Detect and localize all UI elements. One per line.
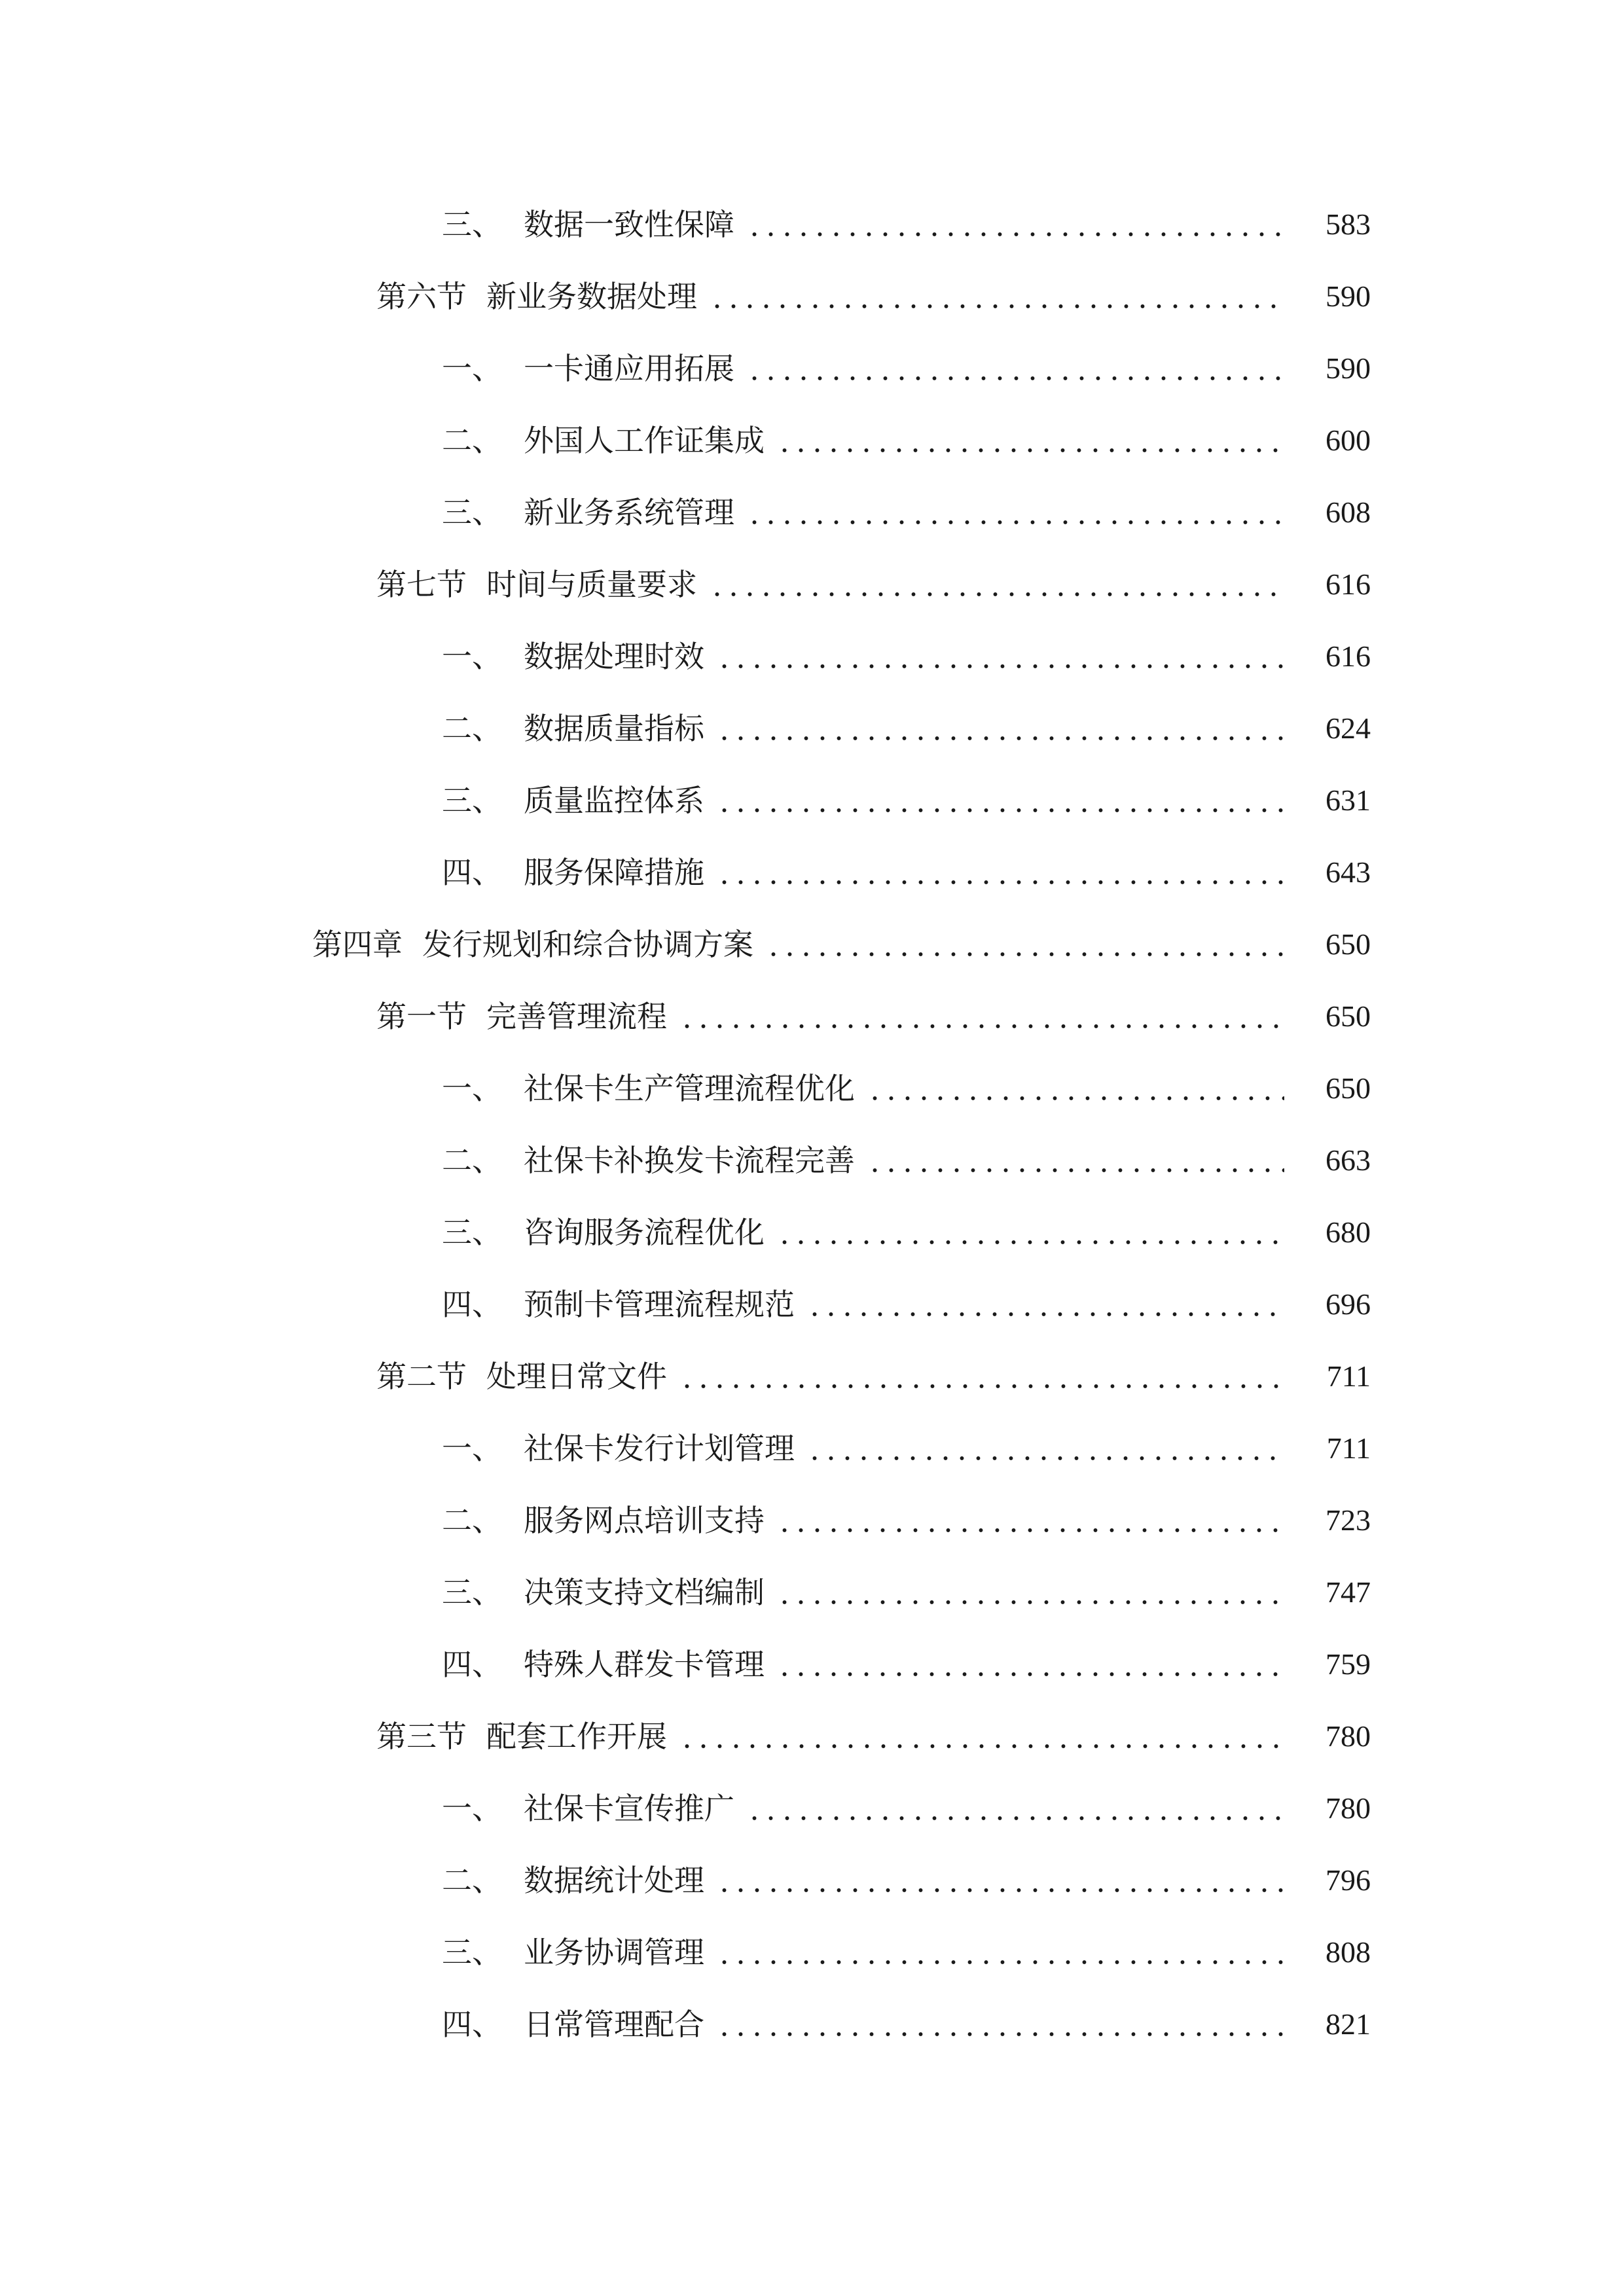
toc-section-page: 711 <box>1326 1359 1371 1393</box>
toc-chapter-page: 650 <box>1326 927 1371 961</box>
toc-entry-number: 三、 <box>442 783 502 818</box>
toc-entry-page: 663 <box>1326 1143 1371 1177</box>
toc-entry[interactable] <box>0 1124 1624 1196</box>
toc-entry-number: 四、 <box>442 855 502 890</box>
toc-entry-title: 咨询服务流程优化 <box>524 1215 765 1250</box>
toc-entry-title: 特殊人群发卡管理 <box>524 1647 765 1682</box>
toc-entry[interactable] <box>0 1052 1624 1124</box>
dot-leader <box>776 1649 1284 1679</box>
toc-entry[interactable] <box>0 1988 1624 2060</box>
toc-entry-title: 服务保障措施 <box>524 855 704 890</box>
toc-entry-number: 一、 <box>442 1431 502 1466</box>
toc-entry-number: 四、 <box>442 1647 502 1682</box>
dot-leader <box>806 1289 1284 1319</box>
toc-entry-page: 747 <box>1326 1575 1371 1609</box>
toc-entry-title: 服务网点培训支持 <box>524 1503 765 1538</box>
toc-section-title: 配套工作开展 <box>486 1719 667 1754</box>
toc-section-title: 时间与质量要求 <box>486 567 697 602</box>
toc-entry-title: 社保卡生产管理流程优化 <box>524 1071 855 1106</box>
toc-entry-title: 新业务系统管理 <box>524 495 734 530</box>
toc-entry-page: 616 <box>1326 639 1371 673</box>
toc-section-number: 第二节 <box>376 1359 467 1394</box>
toc-entry-number: 四、 <box>442 2007 502 2042</box>
toc-entry-page: 590 <box>1326 351 1371 385</box>
toc-entry-title: 社保卡宣传推广 <box>524 1791 734 1826</box>
toc-entry-page: 608 <box>1326 495 1371 529</box>
dot-leader <box>716 857 1284 888</box>
toc-entry[interactable] <box>0 1844 1624 1916</box>
dot-leader <box>867 1145 1284 1175</box>
dot-leader <box>776 425 1284 456</box>
toc-entry[interactable] <box>0 188 1624 260</box>
table-of-contents <box>0 188 1624 2060</box>
toc-entry[interactable] <box>0 1412 1624 1484</box>
dot-leader <box>776 1217 1284 1247</box>
toc-entry[interactable] <box>0 476 1624 548</box>
toc-entry-number: 四、 <box>442 1287 502 1322</box>
toc-entry[interactable] <box>0 1556 1624 1628</box>
toc-section-number: 第六节 <box>376 279 467 314</box>
toc-entry-number: 三、 <box>442 207 502 242</box>
toc-entry-page: 631 <box>1326 783 1371 817</box>
toc-entry[interactable] <box>0 1268 1624 1340</box>
dot-leader <box>709 281 1284 312</box>
toc-entry[interactable] <box>0 404 1624 476</box>
toc-entry-title: 数据一致性保障 <box>524 207 734 242</box>
toc-entry-page: 680 <box>1326 1215 1371 1249</box>
toc-entry-title: 社保卡补换发卡流程完善 <box>524 1143 855 1178</box>
dot-leader <box>746 209 1284 240</box>
toc-entry[interactable] <box>0 620 1624 692</box>
toc-section-number: 第一节 <box>376 999 467 1034</box>
toc-entry-title: 预制卡管理流程规范 <box>524 1287 795 1322</box>
toc-entry-number: 二、 <box>442 1143 502 1178</box>
toc-entry[interactable] <box>0 1484 1624 1556</box>
dot-leader <box>679 1721 1284 1751</box>
toc-entry-number: 二、 <box>442 1503 502 1538</box>
toc-entry-number: 一、 <box>442 1071 502 1106</box>
dot-leader <box>716 2009 1284 2039</box>
toc-entry-title: 业务协调管理 <box>524 1935 704 1970</box>
toc-entry[interactable] <box>0 764 1624 836</box>
dot-leader <box>746 353 1284 384</box>
toc-entry[interactable] <box>0 692 1624 764</box>
toc-entry-title: 日常管理配合 <box>524 2007 704 2042</box>
toc-entry-title: 社保卡发行计划管理 <box>524 1431 795 1466</box>
toc-section-number: 第七节 <box>376 567 467 602</box>
toc-entry-title: 数据处理时效 <box>524 639 704 674</box>
toc-entry-page: 643 <box>1326 855 1371 889</box>
dot-leader <box>867 1073 1284 1103</box>
toc-entry-page: 583 <box>1326 207 1371 241</box>
toc-entry-page: 711 <box>1326 1431 1371 1465</box>
toc-section[interactable] <box>0 260 1624 332</box>
dot-leader <box>716 1865 1284 1895</box>
toc-entry[interactable] <box>0 1196 1624 1268</box>
dot-leader <box>709 569 1284 600</box>
toc-section-title: 完善管理流程 <box>486 999 667 1034</box>
dot-leader <box>806 1433 1284 1463</box>
toc-entry[interactable] <box>0 1916 1624 1988</box>
toc-chapter-title: 发行规划和综合协调方案 <box>422 927 753 962</box>
toc-section-page: 590 <box>1326 279 1371 313</box>
toc-entry-page: 821 <box>1326 2007 1371 2041</box>
dot-leader <box>679 1001 1284 1031</box>
toc-entry[interactable] <box>0 1628 1624 1700</box>
toc-entry-number: 三、 <box>442 1575 502 1610</box>
toc-entry-title: 数据统计处理 <box>524 1863 704 1898</box>
toc-entry-number: 二、 <box>442 423 502 458</box>
toc-entry-number: 二、 <box>442 1863 502 1898</box>
dot-leader <box>776 1505 1284 1535</box>
dot-leader <box>679 1361 1284 1391</box>
toc-entry-number: 三、 <box>442 1935 502 1970</box>
toc-section[interactable] <box>0 980 1624 1052</box>
dot-leader <box>746 497 1284 528</box>
toc-entry-title: 一卡通应用拓展 <box>524 351 734 386</box>
toc-entry-number: 一、 <box>442 1791 502 1826</box>
toc-section-page: 650 <box>1326 999 1371 1033</box>
toc-entry-number: 一、 <box>442 639 502 674</box>
dot-leader <box>716 641 1284 672</box>
toc-entry-number: 三、 <box>442 1215 502 1250</box>
toc-entry-title: 质量监控体系 <box>524 783 704 818</box>
dot-leader <box>765 929 1284 960</box>
toc-entry-title: 决策支持文档编制 <box>524 1575 765 1610</box>
toc-entry-number: 二、 <box>442 711 502 746</box>
toc-entry-number: 三、 <box>442 495 502 530</box>
toc-section-page: 780 <box>1326 1719 1371 1753</box>
dot-leader <box>716 1937 1284 1967</box>
toc-entry-page: 696 <box>1326 1287 1371 1321</box>
toc-entry-page: 759 <box>1326 1647 1371 1681</box>
toc-entry-page: 780 <box>1326 1791 1371 1825</box>
toc-chapter[interactable] <box>0 908 1624 980</box>
toc-section[interactable] <box>0 548 1624 620</box>
toc-section-title: 新业务数据处理 <box>486 279 697 314</box>
toc-entry-title: 外国人工作证集成 <box>524 423 765 458</box>
toc-section[interactable] <box>0 1340 1624 1412</box>
toc-section-title: 处理日常文件 <box>486 1359 667 1394</box>
toc-entry[interactable] <box>0 1772 1624 1844</box>
toc-entry-page: 796 <box>1326 1863 1371 1897</box>
toc-entry-page: 808 <box>1326 1935 1371 1969</box>
toc-section-page: 616 <box>1326 567 1371 601</box>
toc-entry[interactable] <box>0 836 1624 908</box>
toc-section-number: 第三节 <box>376 1719 467 1754</box>
dot-leader <box>716 785 1284 816</box>
toc-entry-title: 数据质量指标 <box>524 711 704 746</box>
dot-leader <box>716 713 1284 744</box>
toc-entry-page: 600 <box>1326 423 1371 457</box>
dot-leader <box>776 1577 1284 1607</box>
toc-entry-page: 624 <box>1326 711 1371 745</box>
toc-chapter-number: 第四章 <box>312 927 403 962</box>
toc-entry-page: 650 <box>1326 1071 1371 1105</box>
toc-section[interactable] <box>0 1700 1624 1772</box>
toc-entry-number: 一、 <box>442 351 502 386</box>
toc-entry-page: 723 <box>1326 1503 1371 1537</box>
dot-leader <box>746 1793 1284 1823</box>
toc-entry[interactable] <box>0 332 1624 404</box>
